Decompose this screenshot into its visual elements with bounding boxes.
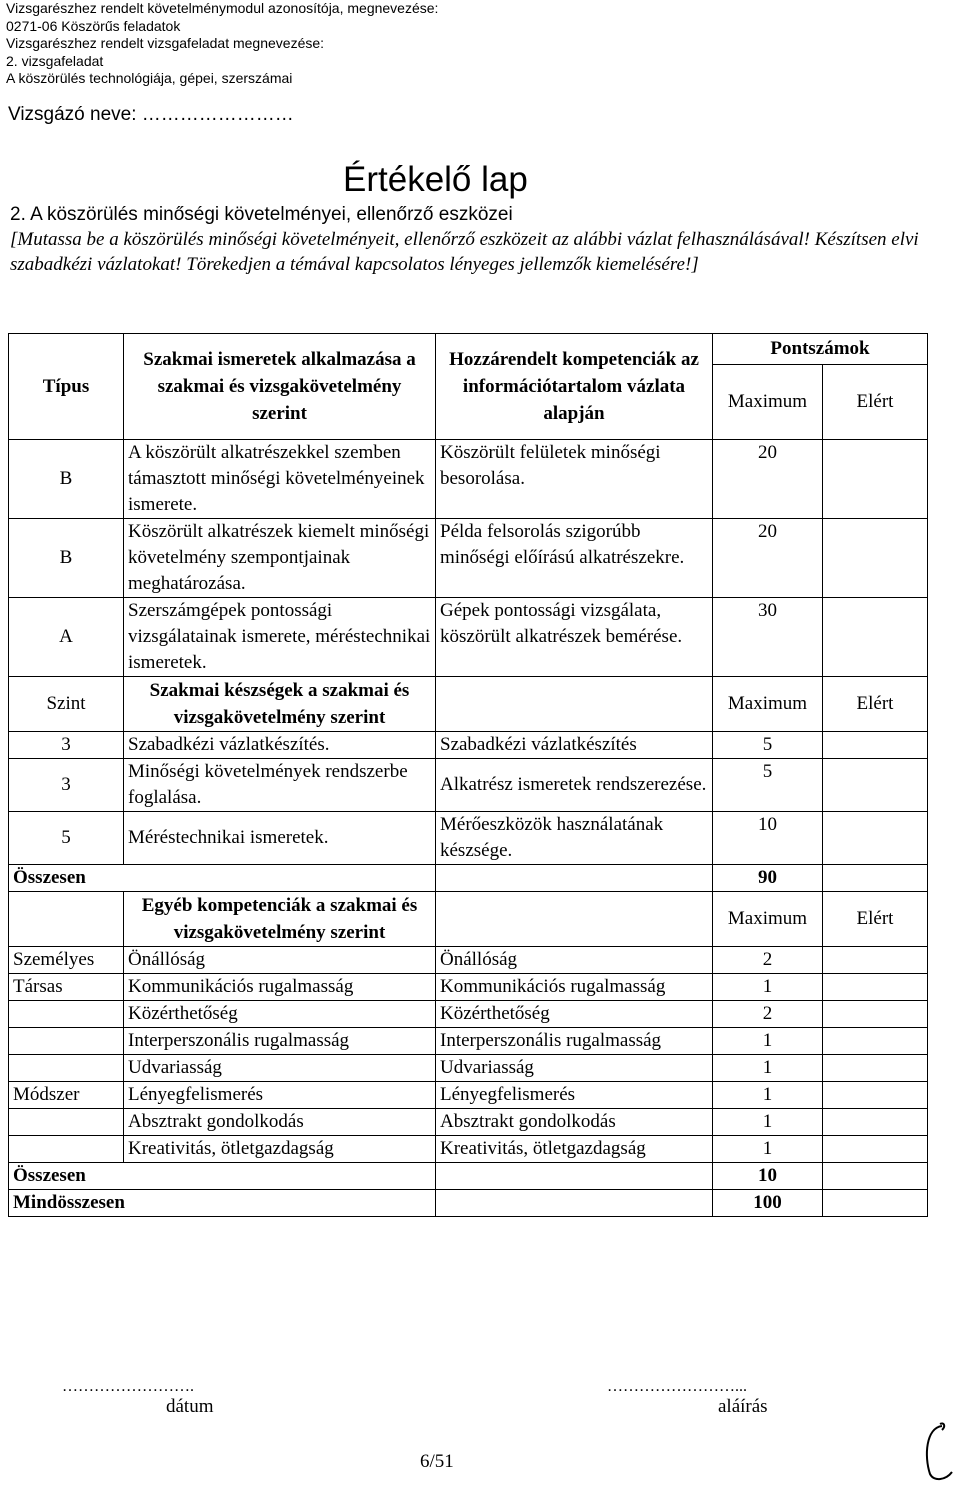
achieved-cell[interactable] [823, 759, 928, 812]
max-cell: 1 [713, 1109, 823, 1136]
table-row [9, 519, 928, 598]
level-cell: 3 [9, 732, 124, 759]
competence-cell: Lényegfelismerés [436, 1082, 713, 1109]
page-title: Értékelő lap [343, 160, 528, 199]
max-cell: 10 [713, 812, 823, 865]
table-row [9, 598, 928, 677]
competence-name-cell: Kommunikációs rugalmasság [124, 974, 436, 1001]
table-row [9, 1109, 928, 1136]
category-cell [9, 1055, 124, 1082]
max-header: Maximum [713, 892, 823, 947]
achieved-cell[interactable] [823, 974, 928, 1001]
examinee-name: Vizsgázó neve: …………………… [8, 104, 294, 125]
competence-cell: Közérthetőség [436, 1001, 713, 1028]
achieved-cell[interactable] [823, 1055, 928, 1082]
competence-name-cell: Közérthetőség [124, 1001, 436, 1028]
level-header: Szint [9, 677, 124, 732]
competence-cell: Köszörült felületek minőségi besorolása. [436, 440, 713, 519]
subtotal-row [9, 865, 928, 892]
table-row [9, 974, 928, 1001]
section-heading: 2. A köszörülés minőségi követelményei, ellenőrző eszközei [10, 204, 513, 225]
category-cell [9, 1109, 124, 1136]
achieved-cell[interactable] [823, 598, 928, 677]
max-cell: 1 [713, 1082, 823, 1109]
achieved-header: Elért [823, 892, 928, 947]
competence-cell: Kommunikációs rugalmasság [436, 974, 713, 1001]
subtotal-value: 90 [713, 865, 823, 892]
total-row [9, 1163, 928, 1190]
achieved-cell[interactable] [823, 812, 928, 865]
table-row [9, 1136, 928, 1163]
competence-cell: Példa felsorolás szigorúbb minőségi előírású alkatrészekre. [436, 519, 713, 598]
competence-name-cell: Udvariasság [124, 1055, 436, 1082]
signature-dots: ……………………... [607, 1378, 747, 1395]
type-header: Típus [9, 334, 124, 440]
competence-cell: Absztrakt gondolkodás [436, 1109, 713, 1136]
max-cell: 30 [713, 598, 823, 677]
achieved-cell[interactable] [823, 1190, 928, 1217]
table-row [9, 947, 928, 974]
date-label: dátum [166, 1396, 214, 1417]
header-line: Vizsgarészhez rendelt követelménymodul azonosítója, megnevezése: [6, 0, 439, 16]
achieved-cell[interactable] [823, 440, 928, 519]
knowledge-cell: Szerszámgépek pontossági vizsgálatainak ismerete, méréstechnikai ismeretek. [124, 598, 436, 677]
grand-total-label: Mindösszesen [9, 1190, 436, 1217]
type-cell: A [9, 598, 124, 677]
handwritten-mark-icon [916, 1416, 956, 1486]
category-cell [9, 1028, 124, 1055]
competence-name-cell: Kreativitás, ötletgazdagság [124, 1136, 436, 1163]
achieved-cell[interactable] [823, 1001, 928, 1028]
skill-cell: Minőségi követelmények rendszerbe foglalása. [124, 759, 436, 812]
table-row [9, 440, 928, 519]
competence-header: Hozzárendelt kompetenciák az információtartalom vázlata alapján [436, 334, 713, 440]
evaluation-table [8, 333, 928, 1217]
competence-cell: Kreativitás, ötletgazdagság [436, 1136, 713, 1163]
category-cell: Társas [9, 974, 124, 1001]
header-line: A köszörülés technológiája, gépei, szerszámai [6, 70, 293, 86]
max-cell: 5 [713, 732, 823, 759]
skill-cell: Szabadkézi vázlatkészítés. [124, 732, 436, 759]
competence-cell: Alkatrész ismeretek rendszerezése. [436, 759, 713, 812]
level-cell: 5 [9, 812, 124, 865]
signature-label: aláírás [718, 1396, 768, 1417]
achieved-header: Elért [823, 365, 928, 440]
max-header: Maximum [713, 677, 823, 732]
subtotal-label: Összesen [9, 865, 436, 892]
header-line: Vizsgarészhez rendelt vizsgafeladat megnevezése: [6, 35, 325, 51]
max-cell: 20 [713, 440, 823, 519]
page-number: 6/51 [420, 1451, 454, 1472]
level-cell: 3 [9, 759, 124, 812]
competence-name-cell: Lényegfelismerés [124, 1082, 436, 1109]
table-row [9, 1028, 928, 1055]
other-header: Egyéb kompetenciák a szakmai és vizsgakövetelmény szerint [124, 892, 436, 947]
table-row [9, 1055, 928, 1082]
max-header: Maximum [713, 365, 823, 440]
achieved-cell[interactable] [823, 1109, 928, 1136]
table-row [9, 1001, 928, 1028]
skills-header: Szakmai készségek a szakmai és vizsgakövetelmény szerint [124, 677, 436, 732]
achieved-cell[interactable] [823, 1163, 928, 1190]
achieved-cell[interactable] [823, 947, 928, 974]
table-row [9, 759, 928, 812]
max-cell: 2 [713, 1001, 823, 1028]
competence-cell: Mérőeszközök használatának készsége. [436, 812, 713, 865]
category-cell: Módszer [9, 1082, 124, 1109]
header-line: 0271-06 Köszörűs feladatok [6, 17, 181, 34]
achieved-cell[interactable] [823, 732, 928, 759]
date-dots: ……………………. [62, 1378, 194, 1395]
total-label: Összesen [9, 1163, 436, 1190]
achieved-cell[interactable] [823, 1028, 928, 1055]
section-intro [10, 202, 950, 277]
achieved-cell[interactable] [823, 1136, 928, 1163]
max-cell: 20 [713, 519, 823, 598]
achieved-cell[interactable] [823, 519, 928, 598]
skill-cell: Méréstechnikai ismeretek. [124, 812, 436, 865]
table-row [9, 812, 928, 865]
type-cell: B [9, 440, 124, 519]
achieved-cell[interactable] [823, 865, 928, 892]
competence-cell: Interperszonális rugalmasság [436, 1028, 713, 1055]
grand-total-value: 100 [713, 1190, 823, 1217]
competence-name-cell: Önállóság [124, 947, 436, 974]
total-value: 10 [713, 1163, 823, 1190]
points-header: Pontszámok [713, 334, 928, 365]
max-cell: 5 [713, 759, 823, 812]
competence-cell: Önállóság [436, 947, 713, 974]
competence-cell: Gépek pontossági vizsgálata, köszörült alkatrészek bemérése. [436, 598, 713, 677]
knowledge-cell: Köszörült alkatrészek kiemelt minőségi követelmény szempontjainak meghatározása. [124, 519, 436, 598]
competence-cell: Szabadkézi vázlatkészítés [436, 732, 713, 759]
competence-name-cell: Interperszonális rugalmasság [124, 1028, 436, 1055]
max-cell: 1 [713, 974, 823, 1001]
header-line: 2. vizsgafeladat [6, 52, 104, 69]
max-cell: 1 [713, 1055, 823, 1082]
empty-cell [436, 677, 713, 732]
competence-name-cell: Absztrakt gondolkodás [124, 1109, 436, 1136]
max-cell: 1 [713, 1136, 823, 1163]
category-cell [9, 1136, 124, 1163]
document-header [6, 0, 438, 88]
type-cell: B [9, 519, 124, 598]
achieved-header: Elért [823, 677, 928, 732]
knowledge-cell: A köszörült alkatrészekkel szemben támasztott minőségi követelményeinek ismerete. [124, 440, 436, 519]
max-cell: 1 [713, 1028, 823, 1055]
grand-total-row [9, 1190, 928, 1217]
max-cell: 2 [713, 947, 823, 974]
knowledge-header: Szakmai ismeretek alkalmazása a szakmai és vizsgakövetelmény szerint [124, 334, 436, 440]
table-row [9, 1082, 928, 1109]
category-cell: Személyes [9, 947, 124, 974]
category-cell [9, 1001, 124, 1028]
section-instruction: [Mutassa be a köszörülés minőségi követelményeit, ellenőrző eszközeit az alábbi vázlat felhasználásával! Készítsen elvi szabadkézi vázlatokat! Törekedjen a témával kapcsolatos lényeges jellemzők kiemelésére!] [10, 229, 919, 275]
achieved-cell[interactable] [823, 1082, 928, 1109]
competence-cell: Udvariasság [436, 1055, 713, 1082]
table-row [9, 732, 928, 759]
